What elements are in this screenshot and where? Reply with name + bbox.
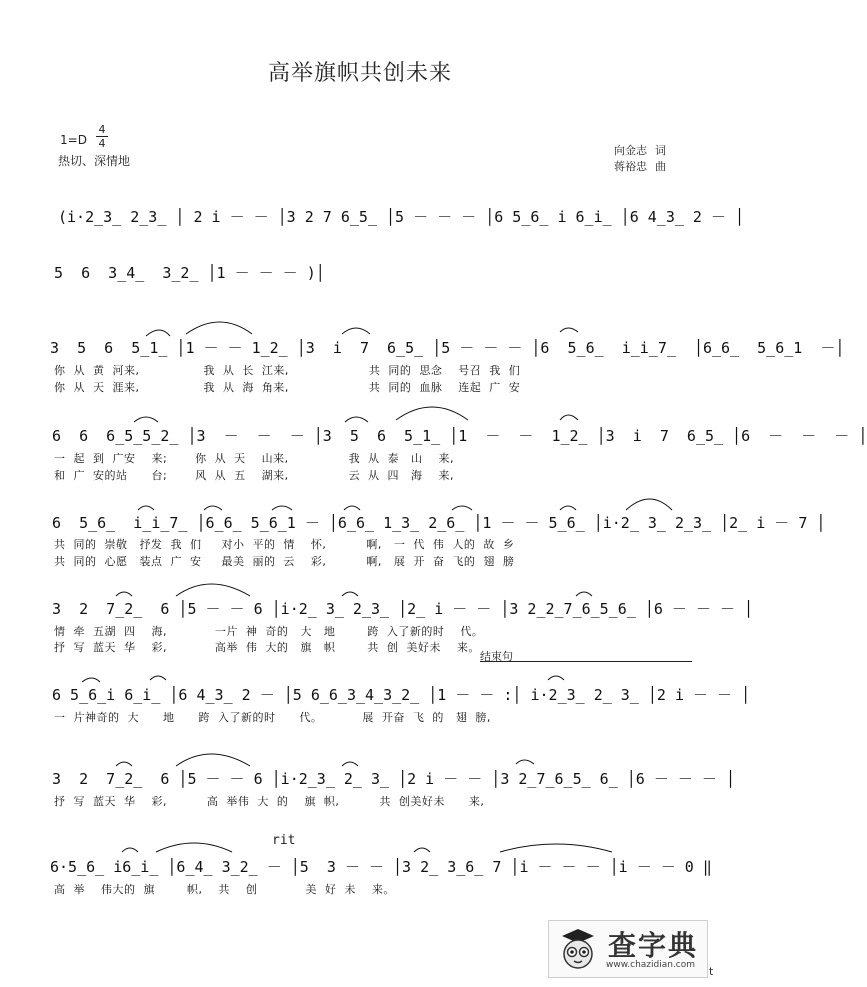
slur (116, 762, 132, 766)
key-signature: 1=D (60, 133, 87, 147)
slur (176, 754, 250, 766)
slur (82, 678, 100, 682)
slur (134, 417, 158, 422)
lyricist-name: 向金志 (614, 144, 647, 157)
composer-role: 曲 (655, 160, 666, 173)
tempo-mark: rit (272, 833, 296, 848)
slur (272, 506, 292, 510)
site-watermark (548, 920, 708, 978)
notation-row: 6 5̲6̲i 6̲i̲ │6 4̲3̲ 2 － │5 6̲6̲3̲4̲3̲2̲ │1 － － :│ i·2̲3̲ 2̲ 3̲ │2 i － － │ (52, 686, 751, 704)
slur (122, 848, 138, 852)
lyric-verse-1: 情 牵 五湖 四 海, 一片 神 奇的 大 地 跨 入了新的时 代。 (54, 625, 484, 638)
slur (150, 676, 166, 680)
slur (176, 584, 250, 596)
slur (516, 760, 534, 764)
time-signature-top: 4 (98, 123, 106, 136)
slur (342, 592, 358, 596)
notation-row: 6 5̲6̲ i̲i̲7̲ │6̲6̲ 5̲6̲1 － │6̲6̲ 1̲3̲ 2̲6̲ │1 － － 5̲6̲ │i·2̲ 3̲ 2̲3̲ │2̲ i － 7 │ (52, 514, 826, 532)
time-signature-bottom: 4 (98, 137, 106, 150)
slur (345, 417, 368, 422)
lyric-verse-1: 你 从 黄 河来, 我 从 长 江来, 共 同的 思念 号召 我 们 (54, 364, 521, 377)
lyricist-credit (614, 143, 666, 159)
slur (560, 415, 578, 420)
slur (414, 848, 430, 852)
slur (548, 676, 564, 680)
slur (138, 506, 154, 510)
credits (614, 143, 666, 175)
notation-row: 3 2 7̲2̲ 6 │5 － － 6 │i·2̲3̲ 2̲ 3̲ │2 i － － │3 2̲7̲6̲5̲ 6̲ │6 － － － │ (52, 770, 735, 788)
notation-row: (i·2̲3̲ 2̲3̲ │ 2 i － － │3 2 7 6̲5̲ │5 － － － │6 5̲6̲ i 6̲i̲ │6 4̲3̲ 2 － │ (58, 208, 745, 226)
owl-mascot-icon (554, 924, 602, 972)
lyric-verse-1: 共 同的 崇敬 抒发 我 们 对小 平的 情 怀, 啊, 一 代 伟 人的 故 乡 (54, 538, 515, 551)
lyricist-role: 词 (655, 144, 666, 157)
slur (116, 592, 132, 596)
lyric-verse-1: 高 举 伟大的 旗 帜, 共 创 美 好 未 来。 (54, 883, 395, 896)
lyric-verse-2: 和 广 安的站 台; 风 从 五 湖来, 云 从 四 海 来, (54, 469, 455, 482)
slur (500, 844, 612, 852)
slur (342, 328, 370, 334)
slur (452, 506, 472, 510)
slur (344, 506, 360, 510)
watermark-brand: 查字典 (608, 929, 699, 962)
lyric-verse-1: 一 起 到 广安 来; 你 从 天 山来, 我 从 泰 山 来, (54, 452, 455, 465)
notation-row: 3 5 6 5̲1̲ │1 － － 1̲2̲ │3 i 7 6̲5̲ │5 － － － │6 5̲6̲ i̲i̲7̲ │6̲6̲ 5̲6̲1 －│ (50, 339, 845, 357)
notation-row: 3 2 7̲2̲ 6 │5 － － 6 │i·2̲ 3̲ 2̲3̲ │2̲ i － － │3 2̲2̲7̲6̲5̲6̲ │6 － － － │ (52, 600, 754, 618)
lyric-verse-1: 抒 写 蓝天 华 彩, 高 举伟 大 的 旗 帜, 共 创美好未 来, (54, 795, 485, 808)
lyric-verse-2: 你 从 天 涯来, 我 从 海 角来, 共 同的 血脉 连起 广 安 (54, 381, 521, 394)
song-title: 高举旗帜共创未来 (267, 61, 452, 86)
ending-bracket (480, 661, 692, 662)
time-signature (96, 124, 108, 149)
expression-mark: 热切、深情地 (58, 154, 131, 168)
slur (576, 592, 592, 596)
slur (204, 506, 222, 510)
composer-credit (614, 159, 666, 175)
slur (560, 506, 576, 510)
slur (626, 499, 672, 510)
slur (342, 762, 358, 766)
trailing-character: t (709, 965, 714, 978)
lyric-verse-1: 一 片神奇的 大 地 跨 入了新的时 代。 展 开奋 飞 的 翅 膀, (54, 711, 491, 724)
notation-row: 6 6 6̲5̲5̲2̲ │3 － － － │3 5 6 5̲1̲ │1 － － 1̲2̲ │3 i 7 6̲5̲ │6 － － － │ (52, 427, 867, 445)
lyric-verse-2: 共 同的 心愿 装点 广 安 最美 丽的 云 彩, 啊, 展 开 奋 飞的 翅 膀 (54, 555, 515, 568)
slur (560, 328, 578, 332)
slur (396, 407, 468, 420)
lyric-verse-2: 抒 写 蓝天 华 彩, 高举 伟 大的 旗 帜 共 创 美好未 来。 (54, 641, 480, 654)
composer-name: 蒋裕忠 (614, 160, 647, 173)
slur (146, 330, 170, 336)
notation-row: 5 6 3̲4̲ 3̲2̲ │1 － － － )│ (54, 264, 325, 282)
slur (186, 322, 252, 334)
ending-label: 结束句 (480, 650, 513, 663)
slur (156, 843, 232, 852)
watermark-url[interactable]: www.chazidian.com (606, 960, 696, 970)
notation-row: 6·5̲6̲ i6̲i̲ │6̲4̲ 3̲2̲ － │5 3 － － │3 2̲ 3̲6̲ 7 │i － － － │i － － 0 ‖ (50, 858, 712, 876)
